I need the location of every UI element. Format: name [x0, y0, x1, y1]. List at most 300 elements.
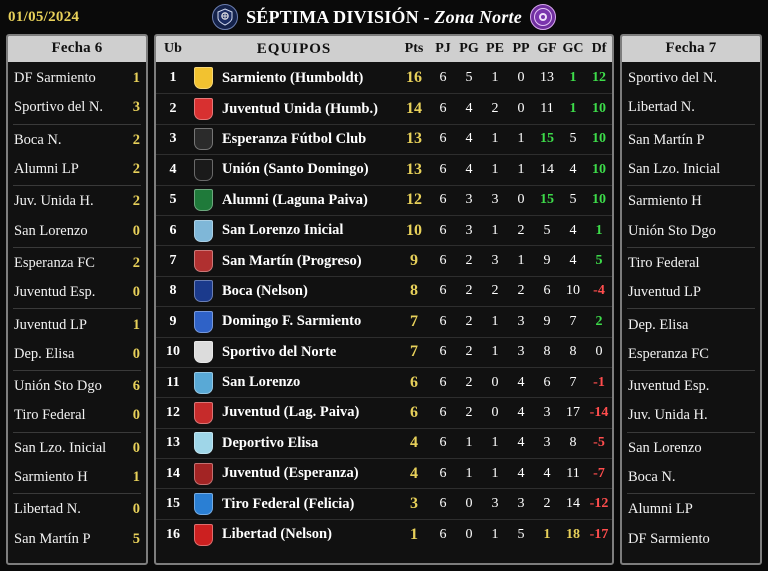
- fixture-row: [622, 524, 760, 553]
- fixture-team-name: Sarmiento H: [14, 469, 88, 485]
- goals-for: 3: [543, 404, 551, 420]
- team-name: Alumni (Laguna Paiva): [222, 191, 368, 208]
- fixture-row: [8, 64, 146, 93]
- fixture-divider: [627, 493, 755, 494]
- team-name: Juventud Unida (Humb.): [222, 100, 378, 117]
- points: 13: [406, 160, 422, 178]
- fixture-score: 1: [132, 469, 140, 485]
- row-position: 4: [169, 161, 177, 177]
- fixture-team-name: San Lzo. Inicial: [628, 161, 721, 178]
- team-crest-icon: [190, 67, 216, 89]
- drawn: 2: [491, 101, 499, 117]
- fixture-row: [8, 372, 146, 401]
- header-center: [158, 4, 610, 30]
- table-row: [156, 154, 612, 184]
- fixture-row: [8, 187, 146, 216]
- header-equipos: EQUIPOS: [256, 40, 332, 57]
- fixture-row: [8, 126, 146, 155]
- goals-for: 9: [543, 313, 551, 329]
- team-crest-icon: [190, 98, 216, 120]
- played: 6: [439, 101, 447, 117]
- team-name: Tiro Federal (Felicia): [222, 495, 355, 512]
- title-italic: Zona Norte: [434, 6, 522, 27]
- fixture-team-name: Sarmiento H: [628, 193, 702, 210]
- fixture-team-name: Unión Sto Dgo: [14, 378, 102, 395]
- points: 1: [410, 525, 418, 543]
- lost: 0: [517, 70, 525, 86]
- points: 10: [406, 221, 422, 239]
- fixture-divider: [13, 370, 141, 371]
- fixture-row: [8, 93, 146, 122]
- row-position: 10: [166, 344, 180, 360]
- fixture-row: [622, 463, 760, 492]
- table-row: [156, 367, 612, 397]
- played: 6: [439, 404, 447, 420]
- title-bold: SÉPTIMA DIVISIÓN: [246, 6, 419, 27]
- lost: 5: [517, 526, 525, 542]
- table-row: [156, 276, 612, 306]
- fixture-score: 1: [132, 70, 140, 87]
- fixture-team-name: Dep. Elisa: [14, 345, 75, 362]
- fixture-team-name: Juventud LP: [14, 316, 87, 333]
- fixture-team-name: Sportivo del N.: [628, 70, 718, 87]
- team-name: Libertad (Nelson): [222, 526, 332, 543]
- goal-difference: -4: [593, 283, 605, 299]
- team-crest-icon: [190, 159, 216, 181]
- fixture-score: 1: [132, 316, 140, 333]
- won: 0: [465, 496, 473, 512]
- header-gc: GC: [562, 41, 584, 56]
- goals-for: 1: [543, 526, 551, 542]
- fixture-row: [622, 495, 760, 524]
- team-crest-icon: [190, 128, 216, 150]
- team-crest-icon: [190, 432, 216, 454]
- won: 3: [465, 222, 473, 238]
- goals-against: 18: [566, 526, 580, 542]
- row-position: 8: [169, 283, 177, 299]
- page-header: [0, 0, 768, 34]
- goals-against: 1: [569, 70, 577, 86]
- fixture-row: [622, 93, 760, 122]
- played: 6: [439, 131, 447, 147]
- team-name: San Martín (Progreso): [222, 252, 362, 269]
- team-name: San Lorenzo Inicial: [222, 222, 344, 239]
- goals-for: 3: [543, 435, 551, 451]
- fixture-divider: [627, 308, 755, 309]
- fixture-score: 0: [132, 501, 140, 518]
- points: 14: [406, 100, 422, 118]
- played: 6: [439, 344, 447, 360]
- fixture-score: 2: [132, 193, 140, 210]
- fixture-row: [622, 216, 760, 245]
- row-position: 16: [166, 526, 180, 542]
- fixture-team-name: Boca N.: [628, 469, 676, 485]
- row-position: 9: [169, 313, 177, 329]
- fixture-row: [8, 249, 146, 278]
- goals-for: 6: [543, 283, 551, 299]
- fixture-divider: [13, 185, 141, 186]
- team-crest-icon: [190, 524, 216, 546]
- fixture-team-name: San Lzo. Inicial: [14, 439, 107, 456]
- right-column: [620, 34, 762, 565]
- goals-against: 7: [569, 374, 577, 390]
- fixture-team-name: Alumni LP: [14, 161, 79, 178]
- lost: 3: [517, 344, 525, 360]
- drawn: 1: [491, 344, 499, 360]
- right-panel-title: Fecha 7: [622, 36, 760, 62]
- fixture-score: 0: [132, 407, 140, 424]
- table-row: [156, 185, 612, 215]
- points: 6: [410, 373, 418, 391]
- won: 1: [465, 435, 473, 451]
- fixture-row: [8, 495, 146, 524]
- points: 6: [410, 403, 418, 421]
- table-row: [156, 337, 612, 367]
- team-crest-icon: [190, 402, 216, 424]
- right-fixture-list: [622, 62, 760, 556]
- team-name: Deportivo Elisa: [222, 434, 319, 451]
- fixture-score: 2: [132, 131, 140, 148]
- fixture-row: [8, 155, 146, 184]
- team-crest-icon: [190, 311, 216, 333]
- fixture-team-name: Juv. Unida H.: [14, 193, 94, 210]
- table-row: [156, 428, 612, 458]
- fixture-divider: [13, 432, 141, 433]
- team-name: Domingo F. Sarmiento: [222, 313, 362, 330]
- fixture-team-name: Esperanza FC: [628, 345, 709, 362]
- drawn: 3: [491, 496, 499, 512]
- played: 6: [439, 374, 447, 390]
- drawn: 2: [491, 283, 499, 299]
- team-name: Juventud (Lag. Paiva): [222, 404, 360, 421]
- lost: 3: [517, 313, 525, 329]
- points: 3: [410, 495, 418, 513]
- fixture-row: [8, 401, 146, 430]
- played: 6: [439, 70, 447, 86]
- fixture-team-name: San Martín P: [628, 131, 705, 148]
- lost: 1: [517, 161, 525, 177]
- league-crest-icon: [530, 4, 556, 30]
- fixture-divider: [627, 247, 755, 248]
- fixture-team-name: Unión Sto Dgo: [628, 222, 716, 239]
- goals-for: 6: [543, 374, 551, 390]
- fixture-panel-right: [620, 34, 762, 565]
- header-pg: PG: [459, 41, 479, 56]
- points: 12: [406, 191, 422, 209]
- won: 2: [465, 313, 473, 329]
- fixture-team-name: Dep. Elisa: [628, 316, 689, 333]
- drawn: 1: [491, 465, 499, 481]
- left-panel-title: Fecha 6: [8, 36, 146, 62]
- goal-difference: 10: [592, 131, 606, 147]
- goal-difference: 5: [595, 253, 603, 269]
- won: 2: [465, 253, 473, 269]
- lost: 4: [517, 465, 525, 481]
- goals-for: 15: [540, 192, 554, 208]
- fixture-score: 3: [132, 99, 140, 116]
- won: 4: [465, 101, 473, 117]
- row-position: 14: [166, 465, 180, 481]
- goal-difference: 10: [592, 161, 606, 177]
- club-crest-icon: [212, 4, 238, 30]
- row-position: 5: [169, 192, 177, 208]
- goal-difference: -1: [593, 374, 605, 390]
- fixture-team-name: Sportivo del N.: [14, 99, 104, 116]
- fixture-divider: [627, 124, 755, 125]
- table-row: [156, 488, 612, 518]
- title-separator: -: [418, 6, 435, 27]
- header-gf: GF: [537, 41, 557, 56]
- row-position: 2: [169, 101, 177, 117]
- goal-difference: -14: [589, 404, 609, 420]
- row-position: 7: [169, 253, 177, 269]
- table-row: [156, 63, 612, 93]
- drawn: 1: [491, 435, 499, 451]
- fixture-divider: [627, 432, 755, 433]
- goals-for: 8: [543, 344, 551, 360]
- goal-difference: -5: [593, 435, 605, 451]
- fixture-team-name: San Lorenzo: [14, 222, 88, 239]
- goals-for: 5: [543, 222, 551, 238]
- fixture-divider: [627, 185, 755, 186]
- goal-difference: -12: [589, 496, 609, 512]
- fixture-team-name: Juventud Esp.: [628, 378, 710, 395]
- fixture-team-name: San Martín P: [14, 530, 91, 547]
- header-pp: PP: [512, 41, 530, 56]
- team-crest-icon: [190, 493, 216, 515]
- goals-against: 7: [569, 313, 577, 329]
- left-fixture-list: [8, 62, 146, 556]
- fixture-score: 0: [132, 222, 140, 239]
- fixture-panel-left: [6, 34, 148, 565]
- lost: 0: [517, 101, 525, 117]
- fixture-row: [8, 463, 146, 492]
- fixture-row: [622, 278, 760, 307]
- goal-difference: 2: [595, 313, 603, 329]
- table-row: [156, 245, 612, 275]
- fixture-score: 0: [132, 439, 140, 456]
- lost: 0: [517, 192, 525, 208]
- page-body: [0, 34, 768, 571]
- fixture-team-name: Juventud LP: [628, 284, 701, 301]
- fixture-row: [622, 340, 760, 369]
- goals-against: 8: [569, 435, 577, 451]
- team-name: Juventud (Esperanza): [222, 465, 359, 482]
- fixture-team-name: Tiro Federal: [14, 407, 86, 424]
- fixture-team-name: Juventud Esp.: [14, 284, 96, 301]
- fixture-score: 2: [132, 254, 140, 271]
- header-date: 01/05/2024: [8, 8, 80, 25]
- row-position: 15: [166, 496, 180, 512]
- fixture-row: [622, 401, 760, 430]
- goal-difference: 1: [595, 222, 603, 238]
- won: 4: [465, 161, 473, 177]
- row-position: 12: [166, 404, 180, 420]
- table-row: [156, 519, 612, 549]
- team-name: Sportivo del Norte: [222, 343, 337, 360]
- goals-for: 15: [540, 131, 554, 147]
- header-ub: Ub: [164, 41, 182, 56]
- team-crest-icon: [190, 250, 216, 272]
- goal-difference: 12: [592, 70, 606, 86]
- fixture-team-name: DF Sarmiento: [628, 530, 710, 547]
- drawn: 3: [491, 253, 499, 269]
- goals-against: 8: [569, 344, 577, 360]
- goals-against: 1: [569, 101, 577, 117]
- table-row: [156, 397, 612, 427]
- fixture-team-name: Juv. Unida H.: [628, 407, 708, 424]
- row-position: 1: [169, 70, 177, 86]
- table-row: [156, 93, 612, 123]
- played: 6: [439, 435, 447, 451]
- goals-for: 9: [543, 253, 551, 269]
- goals-against: 10: [566, 283, 580, 299]
- team-crest-icon: [190, 220, 216, 242]
- fixture-team-name: Libertad N.: [14, 501, 81, 518]
- table-row: [156, 124, 612, 154]
- left-column: [6, 34, 148, 565]
- fixture-team-name: Esperanza FC: [14, 254, 95, 271]
- lost: 3: [517, 496, 525, 512]
- won: 1: [465, 465, 473, 481]
- goals-against: 11: [566, 465, 580, 481]
- fixture-row: [622, 249, 760, 278]
- goals-for: 13: [540, 70, 554, 86]
- team-name: Sarmiento (Humboldt): [222, 69, 364, 86]
- standings-panel: [154, 34, 614, 565]
- fixture-score: 0: [132, 345, 140, 362]
- drawn: 3: [491, 192, 499, 208]
- goals-against: 4: [569, 253, 577, 269]
- fixture-row: [8, 524, 146, 553]
- won: 2: [465, 344, 473, 360]
- header-pe: PE: [486, 41, 504, 56]
- points: 9: [410, 252, 418, 270]
- fixture-row: [622, 310, 760, 339]
- drawn: 0: [491, 374, 499, 390]
- goals-against: 5: [569, 131, 577, 147]
- header-df: Df: [591, 41, 607, 56]
- lost: 4: [517, 404, 525, 420]
- header-pts: Pts: [404, 41, 424, 56]
- team-crest-icon: [190, 372, 216, 394]
- fixture-divider: [13, 124, 141, 125]
- table-row: [156, 215, 612, 245]
- lost: 1: [517, 253, 525, 269]
- lost: 2: [517, 222, 525, 238]
- table-row: [156, 458, 612, 488]
- fixture-divider: [13, 308, 141, 309]
- fixture-row: [622, 372, 760, 401]
- goals-for: 4: [543, 465, 551, 481]
- won: 2: [465, 404, 473, 420]
- fixture-divider: [627, 370, 755, 371]
- team-name: San Lorenzo: [222, 374, 301, 391]
- goal-difference: -17: [589, 526, 609, 542]
- played: 6: [439, 161, 447, 177]
- fixture-row: [8, 216, 146, 245]
- won: 5: [465, 70, 473, 86]
- header-pj: PJ: [435, 41, 451, 56]
- goals-against: 5: [569, 192, 577, 208]
- goal-difference: 10: [592, 192, 606, 208]
- lost: 2: [517, 283, 525, 299]
- points: 4: [410, 464, 418, 482]
- row-position: 3: [169, 131, 177, 147]
- won: 0: [465, 526, 473, 542]
- goals-against: 17: [566, 404, 580, 420]
- goals-against: 4: [569, 222, 577, 238]
- won: 2: [465, 283, 473, 299]
- fixture-score: 6: [132, 378, 140, 395]
- lost: 4: [517, 374, 525, 390]
- fixture-row: [8, 278, 146, 307]
- points: 8: [410, 282, 418, 300]
- fixture-row: [8, 340, 146, 369]
- page-title: [246, 7, 522, 28]
- drawn: 1: [491, 313, 499, 329]
- won: 3: [465, 192, 473, 208]
- won: 2: [465, 374, 473, 390]
- goals-against: 4: [569, 161, 577, 177]
- played: 6: [439, 313, 447, 329]
- played: 6: [439, 496, 447, 512]
- played: 6: [439, 253, 447, 269]
- fixture-score: 2: [132, 161, 140, 178]
- team-crest-icon: [190, 341, 216, 363]
- won: 4: [465, 131, 473, 147]
- row-position: 11: [166, 374, 180, 390]
- standings-body: [156, 62, 612, 549]
- points: 4: [410, 434, 418, 452]
- drawn: 1: [491, 222, 499, 238]
- fixture-divider: [13, 247, 141, 248]
- drawn: 1: [491, 161, 499, 177]
- team-crest-icon: [190, 189, 216, 211]
- points: 7: [410, 312, 418, 330]
- fixture-team-name: Boca N.: [14, 131, 62, 148]
- drawn: 0: [491, 404, 499, 420]
- standings-header-row: [156, 36, 612, 62]
- goal-difference: 0: [595, 344, 603, 360]
- fixture-divider: [13, 493, 141, 494]
- team-crest-icon: [190, 463, 216, 485]
- played: 6: [439, 526, 447, 542]
- goals-against: 14: [566, 496, 580, 512]
- fixture-row: [622, 64, 760, 93]
- drawn: 1: [491, 70, 499, 86]
- goals-for: 14: [540, 161, 554, 177]
- points: 13: [406, 130, 422, 148]
- team-crest-icon: [190, 280, 216, 302]
- drawn: 1: [491, 131, 499, 147]
- fixture-row: [8, 310, 146, 339]
- fixture-score: 5: [132, 530, 140, 547]
- played: 6: [439, 192, 447, 208]
- fixture-row: [622, 434, 760, 463]
- fixture-score: 0: [132, 284, 140, 301]
- lost: 4: [517, 435, 525, 451]
- fixture-team-name: Alumni LP: [628, 501, 693, 518]
- row-position: 6: [169, 222, 177, 238]
- played: 6: [439, 222, 447, 238]
- table-row: [156, 306, 612, 336]
- team-name: Unión (Santo Domingo): [222, 161, 369, 178]
- goals-for: 11: [540, 101, 554, 117]
- fixture-team-name: San Lorenzo: [628, 439, 702, 456]
- fixture-row: [622, 187, 760, 216]
- team-name: Esperanza Fútbol Club: [222, 130, 367, 147]
